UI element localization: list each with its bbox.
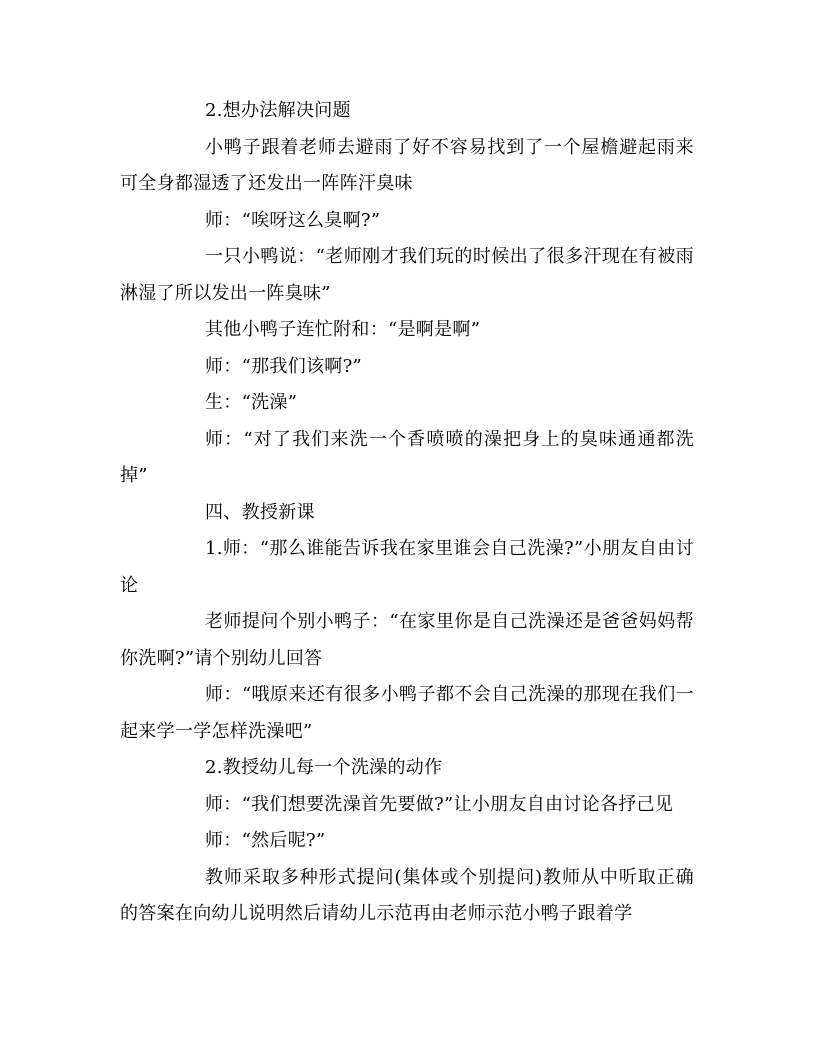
- dialogue-line: 师：“我们想要洗澡首先要做?”让小朋友自由讨论各抒己见: [205, 793, 674, 815]
- document-body: [120, 93, 694, 933]
- dialogue-line: 师：“唉呀这么臭啊?”: [205, 209, 381, 231]
- section-heading: 2.教授幼儿每一个洗澡的动作: [205, 757, 443, 778]
- dialogue-line: 师：“然后呢?”: [205, 830, 326, 851]
- dialogue-line: 生：“洗澡”: [205, 392, 298, 413]
- dialogue-line: 师：“对了我们来洗一个香喷喷的澡把身上的臭味通通都洗掉”: [120, 428, 694, 486]
- section-heading: 2.想办法解决问题: [205, 100, 351, 121]
- dialogue-line: 师：“哦原来还有很多小鸭子都不会自己洗澡的那现在我们一起来学一学怎样洗澡吧”: [120, 684, 694, 742]
- dialogue-line: 一只小鸭说：“老师刚才我们玩的时候出了很多汗现在有被雨淋湿了所以发出一阵臭味”: [120, 246, 694, 304]
- paragraph: 小鸭子跟着老师去避雨了好不容易找到了一个屋檐避起雨来可全身都湿透了还发出一阵阵汗臭味: [120, 136, 694, 194]
- dialogue-line: 其他小鸭子连忙附和：“是啊是啊”: [205, 319, 481, 340]
- section-heading: 四、教授新课: [205, 501, 315, 523]
- paragraph: 老师提问个别小鸭子：“在家里你是自己洗澡还是爸爸妈妈帮你洗啊?”请个别幼儿回答: [120, 611, 694, 669]
- dialogue-line: 师：“那我们该啊?”: [205, 355, 363, 377]
- paragraph: 教师采取多种形式提问(集体或个别提问)教师从中听取正确的答案在向幼儿说明然后请幼儿示范再由老师示范小鸭子跟着学: [120, 866, 694, 924]
- paragraph: 1.师：“那么谁能告诉我在家里谁会自己洗澡?”小朋友自由讨论: [120, 538, 694, 596]
